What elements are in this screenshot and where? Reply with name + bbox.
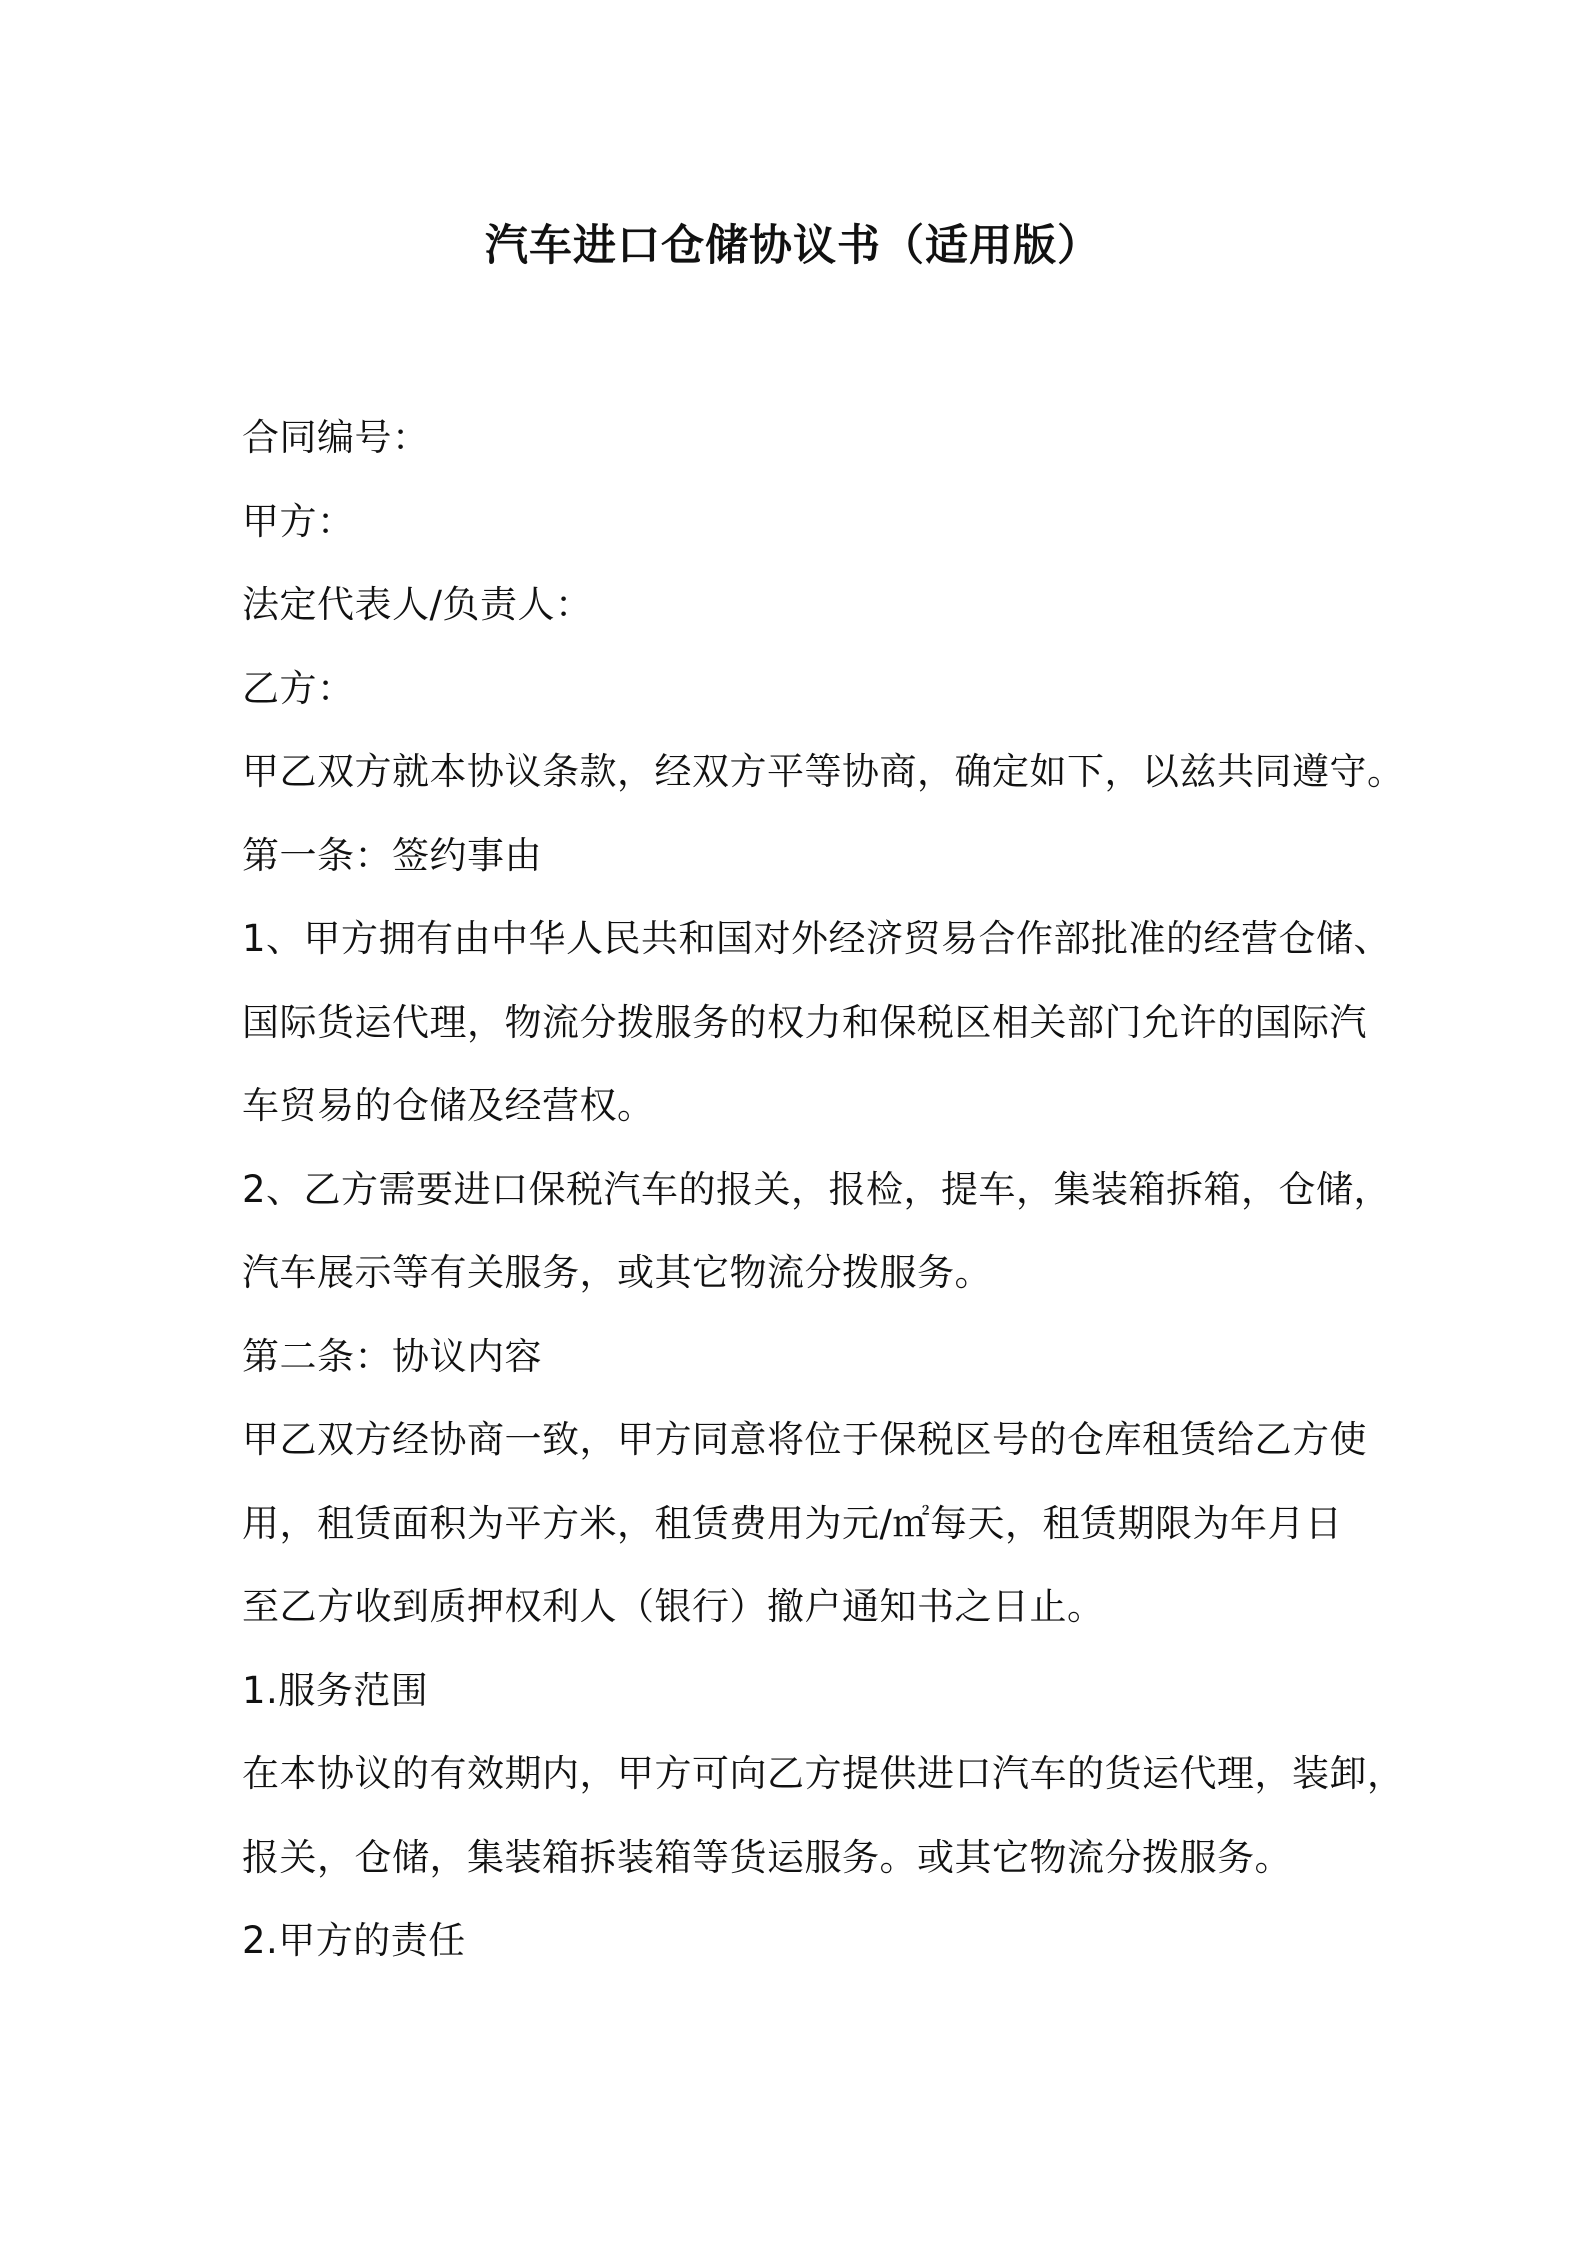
- article-2-heading: 第二条：协议内容: [242, 1334, 542, 1378]
- party-a-responsibility-heading: 2.甲方的责任: [242, 1919, 466, 1962]
- document-title: 汽车进口仓储协议书（适用版）: [485, 221, 1101, 271]
- service-scope-line-1: 在本协议的有效期内，甲方可向乙方提供进口汽车的货运代理，装卸，: [242, 1752, 1405, 1795]
- article-2-paragraph-line-2: 用，租赁面积为平方米，租赁费用为元/㎡每天，租赁期限为年月日: [242, 1501, 1343, 1545]
- article-1-clause-1-line-1: 1、甲方拥有由中华人民共和国对外经济贸易合作部批准的经营仓储、: [242, 917, 1392, 960]
- article-2-paragraph-line-3: 至乙方收到质押权利人（银行）撤户通知书之日止。: [242, 1585, 1105, 1628]
- contract-number-label: 合同编号：: [242, 416, 430, 459]
- party-b-label: 乙方：: [242, 666, 355, 710]
- service-scope-line-2: 报关，仓储，集装箱拆装箱等货运服务。或其它物流分拨服务。: [242, 1835, 1292, 1879]
- article-1-clause-1-line-2: 国际货运代理，物流分拨服务的权力和保税区相关部门允许的国际汽: [242, 1000, 1367, 1044]
- document-body: [242, 405, 1405, 1992]
- article-1-heading: 第一条：签约事由: [242, 833, 542, 877]
- article-1-clause-1-line-3: 车贸易的仓储及经营权。: [242, 1084, 655, 1127]
- preamble-paragraph: 甲乙双方就本协议条款，经双方平等协商，确定如下，以兹共同遵守。: [242, 750, 1405, 793]
- article-1-clause-2-line-1: 2、乙方需要进口保税汽车的报关，报检，提车，集装箱拆箱，仓储，: [242, 1167, 1392, 1211]
- article-1-clause-2-line-2: 汽车展示等有关服务，或其它物流分拨服务。: [242, 1251, 992, 1294]
- party-a-label: 甲方：: [242, 499, 355, 543]
- legal-representative-label: 法定代表人/负责人：: [242, 583, 593, 626]
- article-2-paragraph-line-1: 甲乙双方经协商一致，甲方同意将位于保税区号的仓库租赁给乙方使: [242, 1418, 1367, 1461]
- service-scope-heading: 1.服务范围: [242, 1668, 429, 1712]
